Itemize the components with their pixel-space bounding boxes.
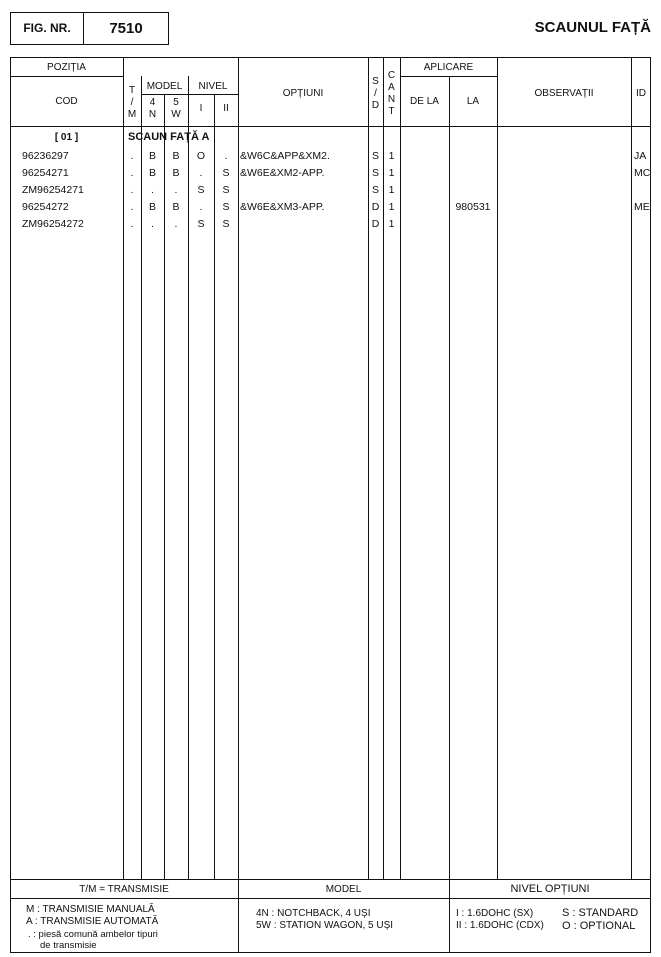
header-cant-n: N: [387, 94, 396, 105]
legend-nivel-i: I : 1.6DOHC (SX): [456, 908, 534, 919]
cell-4n: .: [151, 218, 154, 230]
cell-cod: 96254272: [22, 201, 69, 213]
cell-tm: .: [130, 218, 134, 230]
cell-4n: B: [148, 201, 156, 213]
cell-5w: B: [172, 167, 180, 179]
cell-4n: .: [151, 184, 154, 196]
legend-tm-common-1: . : piesă comună ambelor tipuri: [28, 929, 158, 940]
header-observatii: OBSERVAȚII: [534, 88, 594, 99]
cell-sd: D: [371, 201, 380, 213]
header-nivel-ii: II: [223, 103, 229, 114]
header-model-4: 4: [149, 97, 156, 108]
fig-number: 7510: [109, 20, 143, 37]
cell-nivel-ii: S: [222, 167, 230, 179]
cell-5w: .: [174, 184, 178, 196]
cell-la: 980531: [455, 201, 491, 213]
header-tm-slash: /: [130, 97, 134, 108]
cell-sd: S: [371, 184, 379, 196]
rule-under-pozitia: [10, 76, 123, 77]
legend-nivel-ii: II : 1.6DOHC (CDX): [456, 920, 544, 931]
col-line-optiuni: [368, 57, 369, 879]
legend-tm-title: T/M = TRANSMISIE: [79, 884, 169, 895]
cell-id: MC: [634, 167, 651, 179]
header-nivel-i: I: [199, 103, 203, 114]
cell-4n: B: [148, 150, 156, 162]
header-model-5: 5: [173, 97, 179, 108]
fig-number-box: [83, 12, 169, 45]
header-nivel: NIVEL: [198, 81, 228, 92]
col-line-sd: [383, 57, 384, 879]
header-sd-s: S: [372, 76, 379, 87]
legend-nivel-optional: O : OPTIONAL: [562, 920, 636, 932]
cell-nivel-ii: S: [222, 201, 230, 213]
cell-optiuni: &W6C&APP&XM2.: [240, 150, 330, 162]
col-line-aplicare: [497, 57, 498, 879]
legend-tm-manual: M : TRANSMISIE MANUALĂ: [26, 904, 155, 915]
legend-tm-automat: A : TRANSMISIE AUTOMATĂ: [26, 916, 159, 927]
cell-cod: ZM96254271: [22, 184, 84, 196]
rule-legend-top: [10, 879, 651, 880]
header-aplicare: APLICARE: [423, 62, 474, 73]
fig-label-box: [10, 12, 84, 45]
cell-optiuni: &W6E&XM2-APP.: [240, 167, 325, 179]
header-de-la: DE LA: [410, 96, 439, 107]
header-cant-c: C: [387, 70, 396, 81]
cell-sd: D: [371, 218, 380, 230]
parts-table-frame: [10, 57, 651, 953]
cell-tm: .: [130, 150, 134, 162]
rule-under-model-nivel: [141, 94, 238, 95]
cell-nivel-i: .: [199, 201, 203, 213]
header-tm-m: M: [127, 109, 137, 120]
col-line-cant: [400, 57, 401, 879]
cell-tm: .: [130, 201, 134, 213]
cell-tm: .: [130, 184, 134, 196]
cell-4n: B: [148, 167, 156, 179]
cell-sd: S: [371, 150, 379, 162]
header-id: ID: [636, 88, 646, 99]
group-position: [ 01 ]: [54, 132, 79, 143]
rule-legend-title: [10, 898, 651, 899]
legend-model-4n: 4N : NOTCHBACK, 4 UȘI: [256, 908, 371, 919]
cell-nivel-ii: S: [222, 184, 230, 196]
cell-cod: ZM96254272: [22, 218, 84, 230]
cell-cant: 1: [388, 201, 395, 213]
legend-tm-common-2: de transmisie: [40, 940, 97, 951]
legend-nivel-title: NIVEL OPȚIUNI: [510, 883, 590, 895]
cell-cod: 96254271: [22, 167, 69, 179]
legend-nivel-standard: S : STANDARD: [562, 907, 639, 919]
header-optiuni: OPȚIUNI: [282, 88, 324, 99]
group-name: SCAUN FAȚĂ A: [128, 131, 210, 143]
cell-5w: B: [172, 201, 180, 213]
cell-nivel-i: S: [197, 218, 205, 230]
col-line-dela: [449, 76, 450, 879]
cell-nivel-i: .: [199, 167, 203, 179]
cell-cant: 1: [388, 167, 395, 179]
col-line-tm: [141, 76, 142, 879]
header-model-n: N: [148, 109, 157, 120]
header-la: LA: [466, 96, 480, 107]
cell-nivel-i: S: [197, 184, 205, 196]
legend-model-title: MODEL: [325, 884, 362, 895]
header-cod: COD: [55, 96, 78, 107]
fig-label: FIG. NR.: [23, 21, 71, 35]
cell-cod: 96236297: [22, 150, 69, 162]
cell-5w: .: [174, 218, 178, 230]
cell-cant: 1: [388, 218, 395, 230]
cell-5w: B: [172, 150, 180, 162]
header-sd-slash: /: [374, 88, 377, 99]
legend-model-5w: 5W : STATION WAGON, 5 UȘI: [256, 920, 394, 931]
cell-optiuni: &W6E&XM3-APP.: [240, 201, 325, 213]
cell-tm: .: [130, 167, 134, 179]
header-pozitia: POZIȚIA: [47, 62, 86, 73]
header-cant-a: A: [388, 82, 395, 93]
cell-nivel-i: O: [196, 150, 206, 162]
header-cant-t: T: [388, 106, 395, 117]
col-line-model: [188, 76, 189, 879]
cell-nivel-ii: S: [222, 218, 230, 230]
cell-nivel-ii: .: [224, 150, 228, 162]
page-title: SCAUNUL FAȚĂ: [534, 19, 651, 36]
cell-cant: 1: [388, 150, 395, 162]
header-sd-d: D: [371, 100, 380, 111]
cell-id: JA: [634, 150, 647, 162]
col-line-obs: [631, 57, 632, 879]
cell-id: ME: [634, 201, 650, 213]
cell-cant: 1: [388, 184, 395, 196]
header-model: MODEL: [146, 81, 183, 92]
header-model-w: W: [171, 109, 181, 120]
cell-sd: S: [371, 167, 379, 179]
col-line-nivel: [238, 57, 239, 953]
rule-header-bottom: [10, 126, 651, 127]
col-line-cod: [123, 57, 124, 879]
header-tm-t: T: [128, 85, 136, 96]
